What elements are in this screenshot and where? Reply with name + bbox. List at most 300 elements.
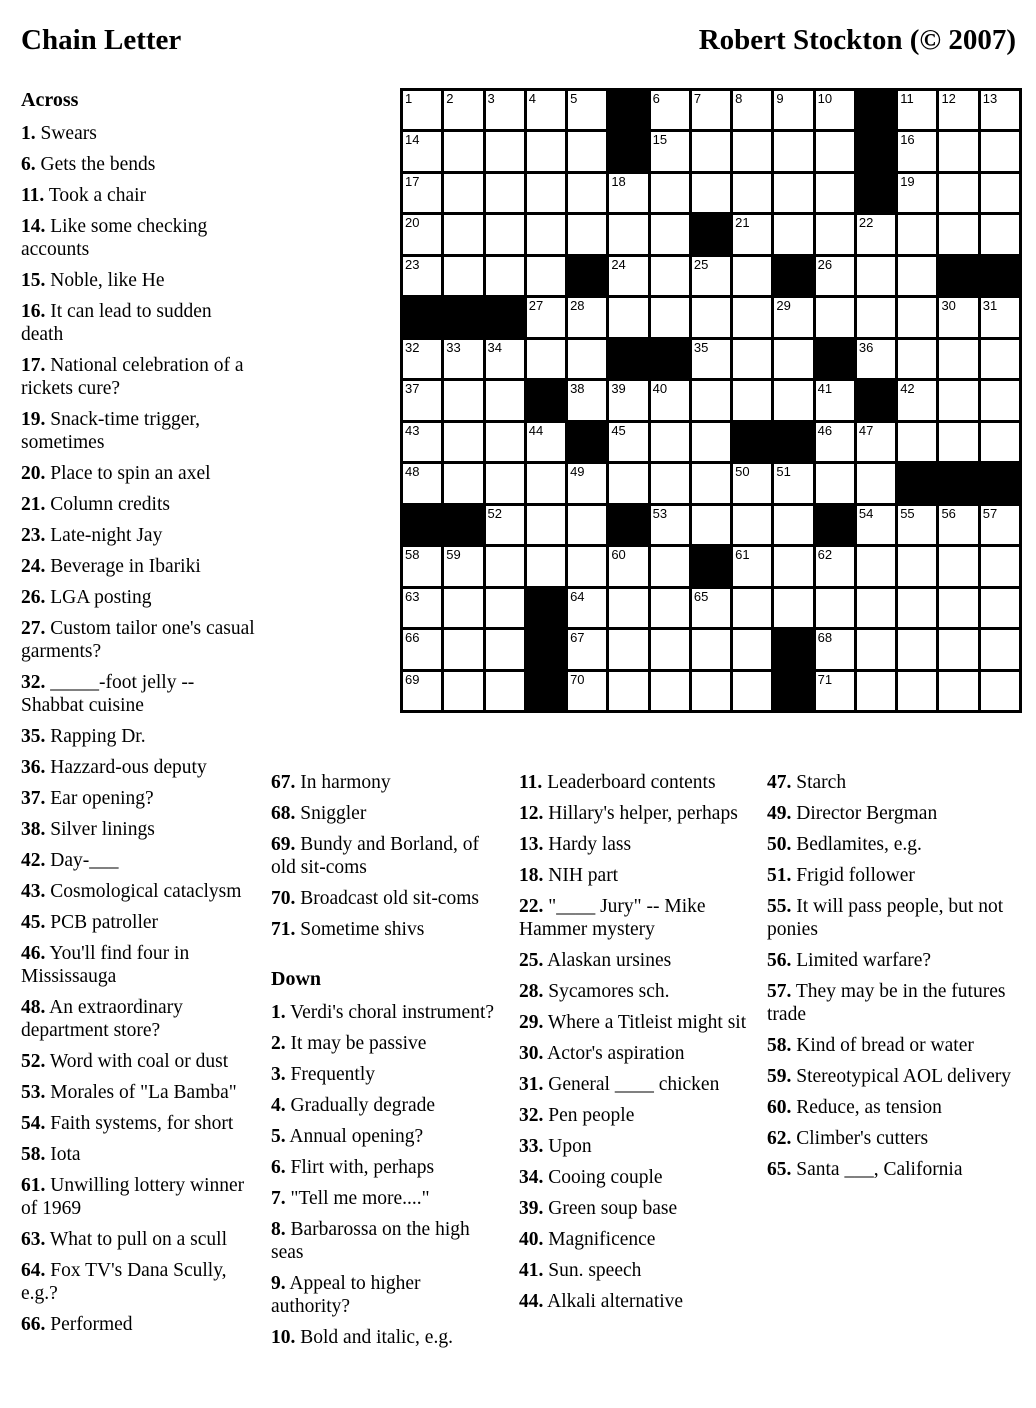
cell-number: 39 <box>611 381 626 397</box>
grid-cell[interactable] <box>403 132 441 170</box>
black-cell <box>857 91 895 129</box>
grid-cell[interactable] <box>486 174 524 212</box>
grid-cell[interactable] <box>651 423 689 461</box>
clue-number: 26. <box>21 587 46 608</box>
clue-number: 69. <box>271 834 296 855</box>
clue-number: 10. <box>271 1327 296 1348</box>
clue-number: 52. <box>21 1051 46 1072</box>
grid-cell[interactable] <box>774 506 812 544</box>
grid-cell[interactable] <box>527 506 565 544</box>
grid-cell[interactable] <box>486 340 524 378</box>
grid-cell[interactable] <box>898 174 936 212</box>
cell-number: 40 <box>652 381 668 397</box>
grid-cell[interactable] <box>898 423 936 461</box>
grid-cell[interactable] <box>816 547 854 585</box>
grid-cell[interactable] <box>981 589 1019 627</box>
grid-cell[interactable] <box>609 672 647 710</box>
clue-text: Bedlamites, e.g. <box>791 834 922 855</box>
cell-number: 36 <box>858 339 874 355</box>
grid-cell[interactable] <box>774 174 812 212</box>
grid-cell[interactable] <box>444 174 482 212</box>
grid-cell[interactable] <box>981 132 1019 170</box>
clue-text: Director Bergman <box>791 803 938 824</box>
grid-cell[interactable] <box>981 381 1019 419</box>
clue <box>767 833 1019 856</box>
clue-number: 49. <box>767 803 792 824</box>
grid-cell[interactable] <box>651 630 689 668</box>
clue-text: Cooing couple <box>543 1167 663 1188</box>
grid-cell[interactable] <box>403 91 441 129</box>
grid-cell[interactable] <box>774 547 812 585</box>
grid-cell[interactable] <box>651 174 689 212</box>
grid-cell[interactable] <box>444 589 482 627</box>
grid-cell[interactable] <box>651 547 689 585</box>
grid-cell[interactable] <box>486 423 524 461</box>
grid-cell[interactable] <box>692 589 730 627</box>
cell-number: 19 <box>900 173 915 189</box>
grid-cell[interactable] <box>816 423 854 461</box>
grid-cell[interactable] <box>568 340 606 378</box>
grid-cell[interactable] <box>651 672 689 710</box>
grid-cell[interactable] <box>609 215 647 253</box>
black-cell <box>857 174 895 212</box>
cell-number: 18 <box>611 173 626 189</box>
clue <box>519 949 769 972</box>
grid-cell[interactable] <box>403 174 441 212</box>
grid-cell[interactable] <box>857 589 895 627</box>
grid-cell[interactable] <box>651 298 689 336</box>
grid-cell[interactable] <box>816 91 854 129</box>
clue-text: Frequently <box>285 1064 375 1085</box>
grid-cell[interactable] <box>609 464 647 502</box>
grid-cell[interactable] <box>444 215 482 253</box>
grid-cell[interactable] <box>774 215 812 253</box>
grid-cell[interactable] <box>733 215 771 253</box>
grid-cell[interactable] <box>651 589 689 627</box>
clue <box>519 1228 769 1251</box>
clue-text: Like some checking accounts <box>21 216 208 260</box>
black-cell <box>774 672 812 710</box>
grid-cell[interactable] <box>733 298 771 336</box>
grid-cell[interactable] <box>857 506 895 544</box>
grid-cell[interactable] <box>898 506 936 544</box>
grid-cell[interactable] <box>981 547 1019 585</box>
grid-cell[interactable] <box>527 340 565 378</box>
clue-text: Hazzard-ous deputy <box>45 757 207 778</box>
clue-text: Hardy lass <box>543 834 632 855</box>
grid-cell[interactable] <box>403 630 441 668</box>
grid-cell[interactable] <box>692 506 730 544</box>
grid-cell[interactable] <box>444 340 482 378</box>
grid-cell[interactable] <box>527 257 565 295</box>
clue-number: 19. <box>21 409 46 430</box>
grid-cell[interactable] <box>486 547 524 585</box>
grid-cell[interactable] <box>898 298 936 336</box>
grid-cell[interactable] <box>444 381 482 419</box>
clue <box>21 586 258 609</box>
grid-cell[interactable] <box>774 589 812 627</box>
grid-cell[interactable] <box>898 132 936 170</box>
clue-number: 51. <box>767 865 792 886</box>
grid-cell[interactable] <box>651 91 689 129</box>
grid-cell[interactable] <box>486 672 524 710</box>
grid-cell[interactable] <box>774 91 812 129</box>
cell-number: 65 <box>693 588 709 604</box>
grid-cell[interactable] <box>733 381 771 419</box>
clue-number: 43. <box>21 881 46 902</box>
grid-cell[interactable] <box>692 257 730 295</box>
clue <box>271 1032 504 1055</box>
grid-cell[interactable] <box>774 464 812 502</box>
grid-cell[interactable] <box>692 381 730 419</box>
grid-cell[interactable] <box>403 257 441 295</box>
grid-cell[interactable] <box>898 630 936 668</box>
clue-number: 50. <box>767 834 792 855</box>
grid-cell[interactable] <box>568 589 606 627</box>
grid-cell[interactable] <box>568 547 606 585</box>
grid-cell[interactable] <box>981 340 1019 378</box>
clue <box>21 725 258 748</box>
grid-cell[interactable] <box>609 174 647 212</box>
grid-cell[interactable] <box>651 215 689 253</box>
grid-cell[interactable] <box>527 423 565 461</box>
cell-number: 6 <box>652 91 660 106</box>
clue-text: Cosmological cataclysm <box>45 881 242 902</box>
clue <box>271 1218 504 1264</box>
grid-cell[interactable] <box>898 91 936 129</box>
grid-cell[interactable] <box>816 132 854 170</box>
grid-cell[interactable] <box>981 298 1019 336</box>
grid-cell[interactable] <box>692 340 730 378</box>
grid-cell[interactable] <box>444 672 482 710</box>
clue <box>21 1259 258 1305</box>
clue-number: 21. <box>21 494 46 515</box>
grid-cell[interactable] <box>568 298 606 336</box>
grid-cell[interactable] <box>981 630 1019 668</box>
cell-number: 52 <box>487 505 502 521</box>
grid-cell[interactable] <box>857 298 895 336</box>
grid-cell[interactable] <box>816 630 854 668</box>
clue <box>519 1197 769 1220</box>
grid-cell[interactable] <box>981 174 1019 212</box>
grid-cell[interactable] <box>857 257 895 295</box>
black-cell <box>939 257 977 295</box>
grid-cell[interactable] <box>568 215 606 253</box>
clue-number: 53. <box>21 1082 46 1103</box>
cell-number: 43 <box>405 422 420 438</box>
grid-cell[interactable] <box>733 506 771 544</box>
grid-cell[interactable] <box>981 423 1019 461</box>
clue-text: Silver linings <box>45 819 155 840</box>
clue-text: Noble, like He <box>45 270 165 291</box>
clue <box>519 1104 769 1127</box>
clue <box>767 1065 1019 1088</box>
grid-cell[interactable] <box>486 215 524 253</box>
grid-cell[interactable] <box>774 381 812 419</box>
clue <box>271 1326 504 1349</box>
grid-cell[interactable] <box>898 381 936 419</box>
grid-cell[interactable] <box>898 340 936 378</box>
grid-cell[interactable] <box>403 423 441 461</box>
clue-number: 68. <box>271 803 296 824</box>
clue <box>21 300 258 346</box>
grid-cell[interactable] <box>444 630 482 668</box>
clue <box>767 895 1019 941</box>
clue-text: You'll find four in Mississauga <box>21 943 190 987</box>
clue-number: 34. <box>519 1167 544 1188</box>
down-clues-list-continued <box>519 771 769 1313</box>
grid-cell[interactable] <box>692 423 730 461</box>
clue-number: 6. <box>21 154 36 175</box>
grid-cell[interactable] <box>939 630 977 668</box>
grid-cell[interactable] <box>527 464 565 502</box>
grid-cell[interactable] <box>733 547 771 585</box>
grid-cell[interactable] <box>939 340 977 378</box>
clue-text: It may be passive <box>285 1033 427 1054</box>
clue <box>767 864 1019 887</box>
grid-cell[interactable] <box>898 257 936 295</box>
grid-cell[interactable] <box>733 630 771 668</box>
grid-cell[interactable] <box>692 464 730 502</box>
grid-cell[interactable] <box>857 672 895 710</box>
clue-text: Fox TV's Dana Scully, e.g.? <box>21 1260 227 1304</box>
grid-cell[interactable] <box>651 257 689 295</box>
grid-cell[interactable] <box>733 257 771 295</box>
grid-cell[interactable] <box>444 257 482 295</box>
clue <box>271 802 504 825</box>
cell-number: 46 <box>817 422 833 438</box>
grid-cell[interactable] <box>486 132 524 170</box>
grid-cell[interactable] <box>527 174 565 212</box>
grid-cell[interactable] <box>527 298 565 336</box>
grid-cell[interactable] <box>774 298 812 336</box>
clue <box>21 555 258 578</box>
clue <box>21 787 258 810</box>
clue-text: Sometime shivs <box>295 919 425 940</box>
cell-number: 53 <box>652 505 668 521</box>
cell-number: 48 <box>405 464 420 480</box>
grid-cell[interactable] <box>939 298 977 336</box>
grid-cell[interactable] <box>403 589 441 627</box>
grid-cell[interactable] <box>651 381 689 419</box>
black-cell <box>444 298 482 336</box>
grid-cell[interactable] <box>692 174 730 212</box>
grid-cell[interactable] <box>403 547 441 585</box>
grid-cell[interactable] <box>403 215 441 253</box>
grid-cell[interactable] <box>898 589 936 627</box>
grid-cell[interactable] <box>816 174 854 212</box>
grid-cell[interactable] <box>568 132 606 170</box>
clue <box>519 1166 769 1189</box>
clue-text: Kind of bread or water <box>791 1035 974 1056</box>
grid-cell[interactable] <box>981 672 1019 710</box>
grid-cell[interactable] <box>939 381 977 419</box>
grid-cell[interactable] <box>403 340 441 378</box>
grid-cell[interactable] <box>939 423 977 461</box>
clue <box>21 269 258 292</box>
clue-text: Limited warfare? <box>791 950 932 971</box>
clue <box>21 153 258 176</box>
clue-text: It can lead to sudden death <box>21 301 212 345</box>
grid-cell[interactable] <box>733 91 771 129</box>
grid-cell[interactable] <box>609 257 647 295</box>
clue-number: 62. <box>767 1128 792 1149</box>
grid-cell[interactable] <box>816 298 854 336</box>
clue <box>271 918 504 941</box>
grid-cell[interactable] <box>651 506 689 544</box>
grid-cell[interactable] <box>527 547 565 585</box>
grid-cell[interactable] <box>939 91 977 129</box>
grid-cell[interactable] <box>609 381 647 419</box>
grid-cell[interactable] <box>733 672 771 710</box>
clue <box>519 1042 769 1065</box>
grid-cell[interactable] <box>651 464 689 502</box>
grid-cell[interactable] <box>939 132 977 170</box>
grid-cell[interactable] <box>403 381 441 419</box>
grid-cell[interactable] <box>568 506 606 544</box>
clue <box>519 1135 769 1158</box>
cell-number: 26 <box>817 256 833 272</box>
clue-number: 24. <box>21 556 46 577</box>
clue <box>21 1174 258 1220</box>
grid-cell[interactable] <box>527 132 565 170</box>
grid-cell[interactable] <box>898 215 936 253</box>
grid-cell[interactable] <box>609 298 647 336</box>
grid-cell[interactable] <box>733 589 771 627</box>
grid-cell[interactable] <box>609 423 647 461</box>
grid-cell[interactable] <box>857 340 895 378</box>
cell-number: 21 <box>735 215 750 231</box>
grid-cell[interactable] <box>486 589 524 627</box>
grid-cell[interactable] <box>403 672 441 710</box>
grid-cell[interactable] <box>774 132 812 170</box>
clue-column-4 <box>767 771 1019 1189</box>
grid-cell[interactable] <box>857 215 895 253</box>
grid-cell[interactable] <box>939 506 977 544</box>
grid-cell[interactable] <box>981 506 1019 544</box>
clue-text: Starch <box>791 772 847 793</box>
clue-text: Leaderboard contents <box>542 772 716 793</box>
clue-number: 59. <box>767 1066 792 1087</box>
grid-cell[interactable] <box>939 672 977 710</box>
clue-number: 54. <box>21 1113 46 1134</box>
grid-cell[interactable] <box>568 672 606 710</box>
grid-cell[interactable] <box>981 91 1019 129</box>
clue-text: Santa ___, California <box>791 1159 963 1180</box>
cell-number: 27 <box>528 298 544 314</box>
clue <box>767 1127 1019 1150</box>
grid-cell[interactable] <box>568 91 606 129</box>
grid-cell[interactable] <box>981 215 1019 253</box>
cell-number: 32 <box>405 339 420 355</box>
clue-text: General ____ chicken <box>543 1074 720 1095</box>
grid-cell[interactable] <box>568 630 606 668</box>
clue <box>271 887 504 910</box>
grid-cell[interactable] <box>857 423 895 461</box>
grid-cell[interactable] <box>609 589 647 627</box>
cell-number: 31 <box>982 298 998 314</box>
clue-text: Where a Titleist might sit <box>543 1012 747 1033</box>
grid-cell[interactable] <box>816 381 854 419</box>
grid-cell[interactable] <box>568 174 606 212</box>
clue-text: LGA posting <box>45 587 152 608</box>
grid-cell[interactable] <box>857 464 895 502</box>
grid-cell[interactable] <box>527 215 565 253</box>
grid-cell[interactable] <box>486 464 524 502</box>
clue-number: 17. <box>21 355 46 376</box>
grid-cell[interactable] <box>692 630 730 668</box>
black-cell <box>981 464 1019 502</box>
clue-number: 44. <box>519 1291 544 1312</box>
clue-text: Ear opening? <box>45 788 154 809</box>
grid-cell[interactable] <box>403 464 441 502</box>
grid-cell[interactable] <box>857 547 895 585</box>
grid-cell[interactable] <box>898 547 936 585</box>
clue <box>21 122 258 145</box>
grid-cell[interactable] <box>651 132 689 170</box>
grid-cell[interactable] <box>898 672 936 710</box>
grid-cell[interactable] <box>733 132 771 170</box>
grid-cell[interactable] <box>816 464 854 502</box>
grid-cell[interactable] <box>816 589 854 627</box>
cell-number: 30 <box>941 298 956 314</box>
grid-cell[interactable] <box>857 630 895 668</box>
black-cell <box>568 423 606 461</box>
grid-cell[interactable] <box>816 672 854 710</box>
grid-cell[interactable] <box>609 630 647 668</box>
clue <box>271 833 504 879</box>
grid-cell[interactable] <box>733 174 771 212</box>
grid-cell[interactable] <box>486 91 524 129</box>
grid-cell[interactable] <box>568 464 606 502</box>
grid-cell[interactable] <box>939 215 977 253</box>
clue-text: Gradually degrade <box>285 1095 436 1116</box>
grid-cell[interactable] <box>939 589 977 627</box>
grid-cell[interactable] <box>692 132 730 170</box>
grid-cell[interactable] <box>733 340 771 378</box>
grid-cell[interactable] <box>444 91 482 129</box>
grid-cell[interactable] <box>568 381 606 419</box>
grid-cell[interactable] <box>486 381 524 419</box>
grid-cell[interactable] <box>527 91 565 129</box>
grid-cell[interactable] <box>774 340 812 378</box>
clue-text: It will pass people, but not ponies <box>767 896 1004 940</box>
grid-cell[interactable] <box>692 298 730 336</box>
grid-cell[interactable] <box>733 464 771 502</box>
grid-cell[interactable] <box>486 257 524 295</box>
grid-cell[interactable] <box>444 132 482 170</box>
grid-cell[interactable] <box>692 91 730 129</box>
grid-cell[interactable] <box>486 630 524 668</box>
clue <box>21 1050 258 1073</box>
clue-number: 71. <box>271 919 296 940</box>
clue <box>21 942 258 988</box>
clue-number: 20. <box>21 463 46 484</box>
grid-cell[interactable] <box>609 547 647 585</box>
grid-cell[interactable] <box>692 672 730 710</box>
grid-cell[interactable] <box>816 215 854 253</box>
grid-cell[interactable] <box>816 257 854 295</box>
grid-cell[interactable] <box>444 547 482 585</box>
clue-number: 23. <box>21 525 46 546</box>
grid-cell[interactable] <box>939 174 977 212</box>
grid-cell[interactable] <box>444 423 482 461</box>
grid-cell[interactable] <box>444 464 482 502</box>
grid-cell[interactable] <box>939 547 977 585</box>
grid-cell[interactable] <box>486 506 524 544</box>
clue-column-3 <box>519 771 769 1321</box>
clue <box>519 771 769 794</box>
